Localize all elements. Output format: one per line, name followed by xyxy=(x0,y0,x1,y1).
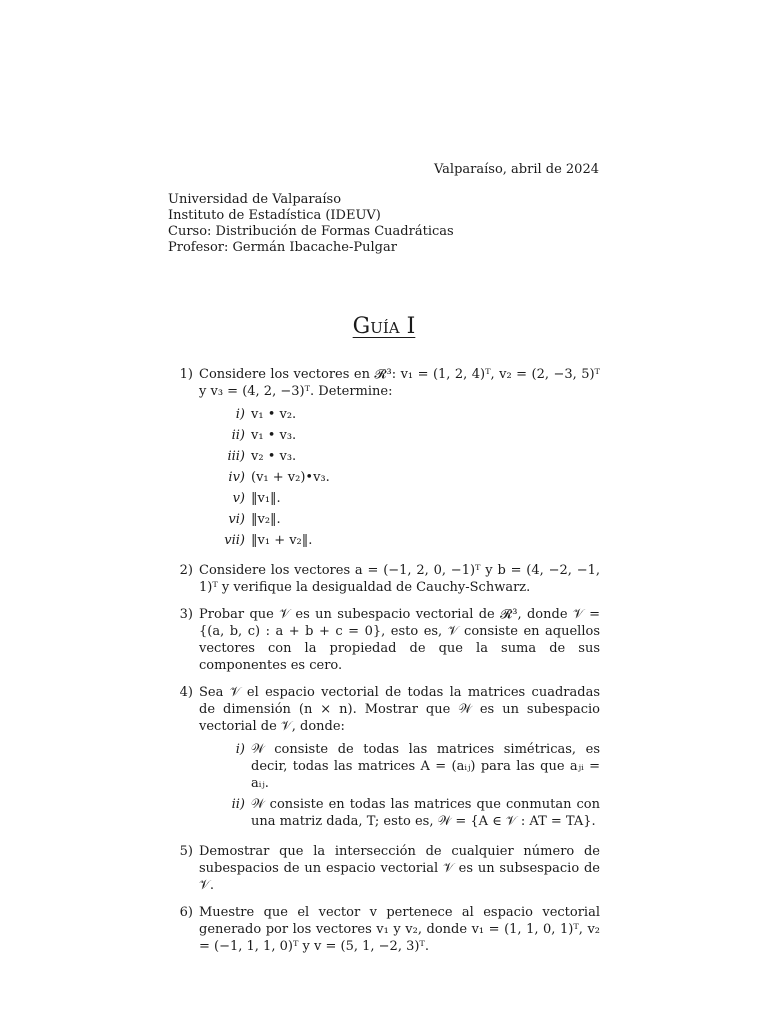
problem-text: Demostrar que la intersección de cualquier número de subespacios de un espacio vectorial 𝒱 es un subsespacio de 𝒱. xyxy=(199,844,600,893)
subitem xyxy=(199,406,600,423)
subitem-text: v₁ • v₂. xyxy=(251,407,297,422)
problem-6 xyxy=(168,904,600,955)
subitem-number: iv) xyxy=(228,470,245,485)
problem-number: 4) xyxy=(179,685,193,700)
professor-name: Profesor: Germán Ibacache-Pulgar xyxy=(168,240,397,255)
subitem xyxy=(199,796,600,830)
problem-number: 1) xyxy=(179,367,193,382)
subitem xyxy=(199,448,600,465)
subitem-text: ‖v₂‖. xyxy=(251,512,281,527)
problem-text: Probar que 𝒱 es un subespacio vectorial de 𝓡³, donde 𝒱 = {(a, b, c) : a + b + c = 0}, esto es, 𝒱 consiste en aquellos vectores con la propiedad de que la suma de sus componentes es cero. xyxy=(199,607,600,673)
subitem-number: i) xyxy=(235,742,245,757)
subitem-text: v₂ • v₃. xyxy=(251,449,297,464)
subitem-list xyxy=(199,406,600,549)
institute-name: Instituto de Estadística (IDEUV) xyxy=(168,208,381,223)
subitem-number: vi) xyxy=(228,512,245,527)
subitem xyxy=(199,511,600,528)
problem-5 xyxy=(168,843,600,894)
subitem xyxy=(199,469,600,486)
subitem xyxy=(199,532,600,549)
problem-text: Considere los vectores en 𝓡³: v₁ = (1, 2, 4)ᵀ, v₂ = (2, −3, 5)ᵀ y v₃ = (4, 2, −3)ᵀ. Determine: xyxy=(199,367,600,399)
subitem-number: vii) xyxy=(224,533,245,548)
problem-number: 5) xyxy=(179,844,193,859)
problem-number: 6) xyxy=(179,905,193,920)
page-title xyxy=(0,314,768,339)
subitem-text: (v₁ + v₂)•v₃. xyxy=(251,470,330,485)
subitem-text: 𝒲 consiste en todas las matrices que conmutan con una matriz dada, T; esto es, 𝒲 = {A ∈ 𝒱 : AT = TA}. xyxy=(251,797,600,829)
subitem-text: v₁ • v₃. xyxy=(251,428,297,443)
problem-text: Muestre que el vector v pertenece al espacio vectorial generado por los vectores v₁ y v₂, donde v₁ = (1, 1, 0, 1)ᵀ, v₂ = (−1, 1, 1, 0)ᵀ y v = (5, 1, −2, 3)ᵀ. xyxy=(199,905,600,954)
problem-3 xyxy=(168,606,600,674)
problem-text: Considere los vectores a = (−1, 2, 0, −1)ᵀ y b = (4, −2, −1, 1)ᵀ y verifique la desigualdad de Cauchy-Schwarz. xyxy=(199,563,600,595)
subitem-text: 𝒲 consiste de todas las matrices simétricas, es decir, todas las matrices A = (aᵢⱼ) para las que aⱼᵢ = aᵢⱼ. xyxy=(251,742,600,791)
problem-1 xyxy=(168,366,600,552)
subitem-number: ii) xyxy=(231,797,245,812)
university-name: Universidad de Valparaíso xyxy=(168,192,342,207)
subitem-text: ‖v₁ + v₂‖. xyxy=(251,533,313,548)
title-text: Guía I xyxy=(352,314,416,339)
problem-list xyxy=(168,366,600,965)
subitem-list xyxy=(199,741,600,830)
subitem xyxy=(199,427,600,444)
subitem xyxy=(199,490,600,507)
header-block xyxy=(168,192,454,256)
problem-number: 3) xyxy=(179,607,193,622)
date-line: Valparaíso, abril de 2024 xyxy=(433,162,599,177)
subitem xyxy=(199,741,600,792)
problem-text: Sea 𝒱 el espacio vectorial de todas la matrices cuadradas de dimensión (n × n). Mostrar que 𝒲 es un subespacio vectorial de 𝒱, donde: xyxy=(199,685,600,734)
subitem-number: v) xyxy=(232,491,245,506)
problem-4 xyxy=(168,684,600,833)
subitem-text: ‖v₁‖. xyxy=(251,491,281,506)
problem-number: 2) xyxy=(179,563,193,578)
subitem-number: iii) xyxy=(227,449,245,464)
subitem-number: ii) xyxy=(231,428,245,443)
problem-2 xyxy=(168,562,600,596)
subitem-number: i) xyxy=(235,407,245,422)
course-name: Curso: Distribución de Formas Cuadráticas xyxy=(168,224,454,239)
